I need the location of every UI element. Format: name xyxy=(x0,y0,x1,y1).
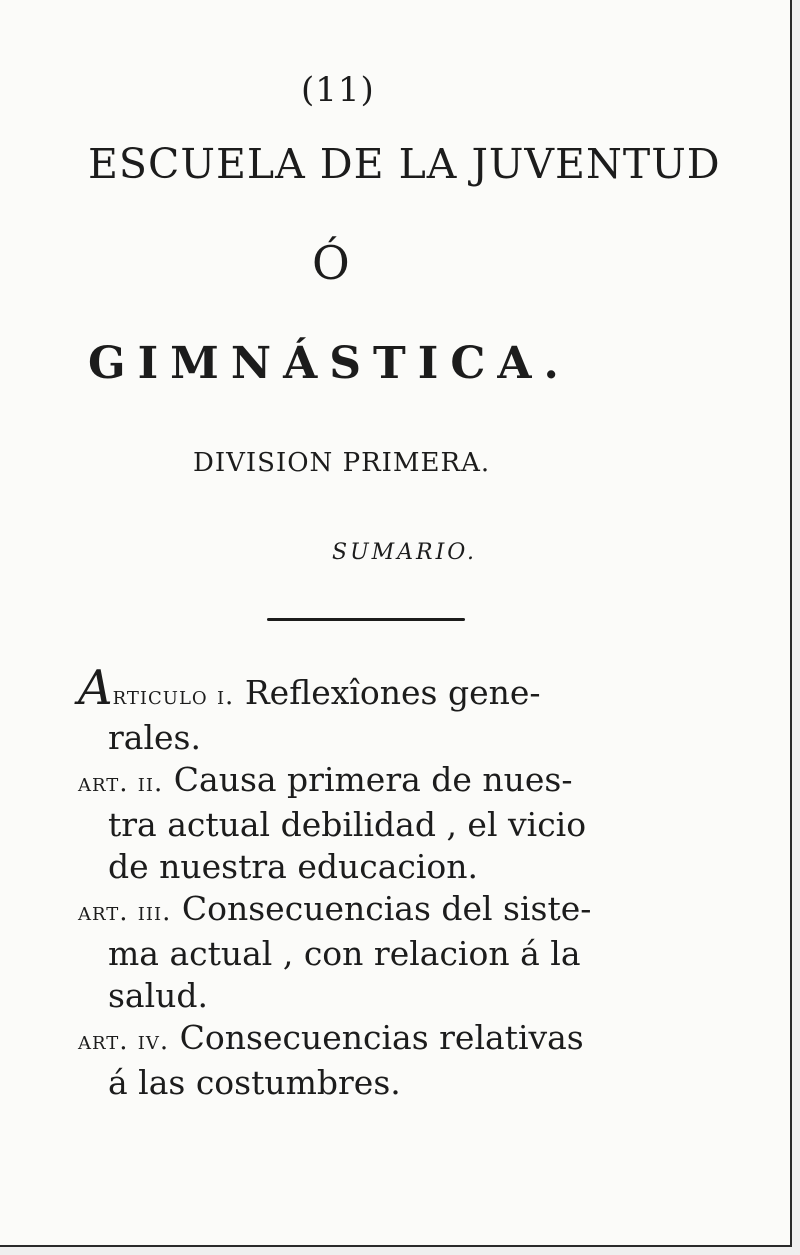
page-subtitle: GIMNÁSTICA. xyxy=(88,338,571,389)
entry-text: Consecuencias del siste- xyxy=(181,889,592,928)
entry-line xyxy=(78,1017,750,1062)
article-label: rticulo i. xyxy=(112,681,235,711)
entry-text: tra actual debilidad , el vicio xyxy=(108,805,587,844)
article-label: art. iii. xyxy=(78,897,172,927)
article-label: art. iv. xyxy=(78,1026,170,1056)
entry-text: Causa primera de nues- xyxy=(173,760,573,799)
summary-heading: SUMARIO. xyxy=(332,540,478,565)
entry-text: ma actual , con relacion á la xyxy=(108,934,581,973)
entry-text: rales. xyxy=(108,718,201,757)
entry-text: Consecuencias relativas xyxy=(179,1018,584,1057)
page-edge-right xyxy=(792,0,800,1255)
entry-text: á las costumbres. xyxy=(108,1063,401,1102)
entry-text: de nuestra educacion. xyxy=(108,847,479,886)
contents-entry xyxy=(78,660,750,759)
entry-text: salud. xyxy=(108,976,209,1015)
article-label: art. ii. xyxy=(78,768,164,798)
page-number: (11) xyxy=(301,70,375,110)
entry-line xyxy=(78,759,750,804)
section-divider xyxy=(267,618,465,621)
drop-initial: A xyxy=(78,660,113,716)
entry-text: Reflexîones gene- xyxy=(244,673,541,712)
contents-list xyxy=(78,660,750,1104)
contents-entry xyxy=(78,759,750,888)
entry-line xyxy=(78,660,750,717)
page-title: ESCUELA DE LA JUVENTUD xyxy=(88,140,721,188)
division-heading: DIVISION PRIMERA. xyxy=(193,448,491,478)
page-edge-bottom xyxy=(0,1247,800,1255)
contents-entry xyxy=(78,888,750,1017)
entry-line xyxy=(78,888,750,933)
contents-entry xyxy=(78,1017,750,1104)
title-conjunction: Ó xyxy=(312,236,350,290)
